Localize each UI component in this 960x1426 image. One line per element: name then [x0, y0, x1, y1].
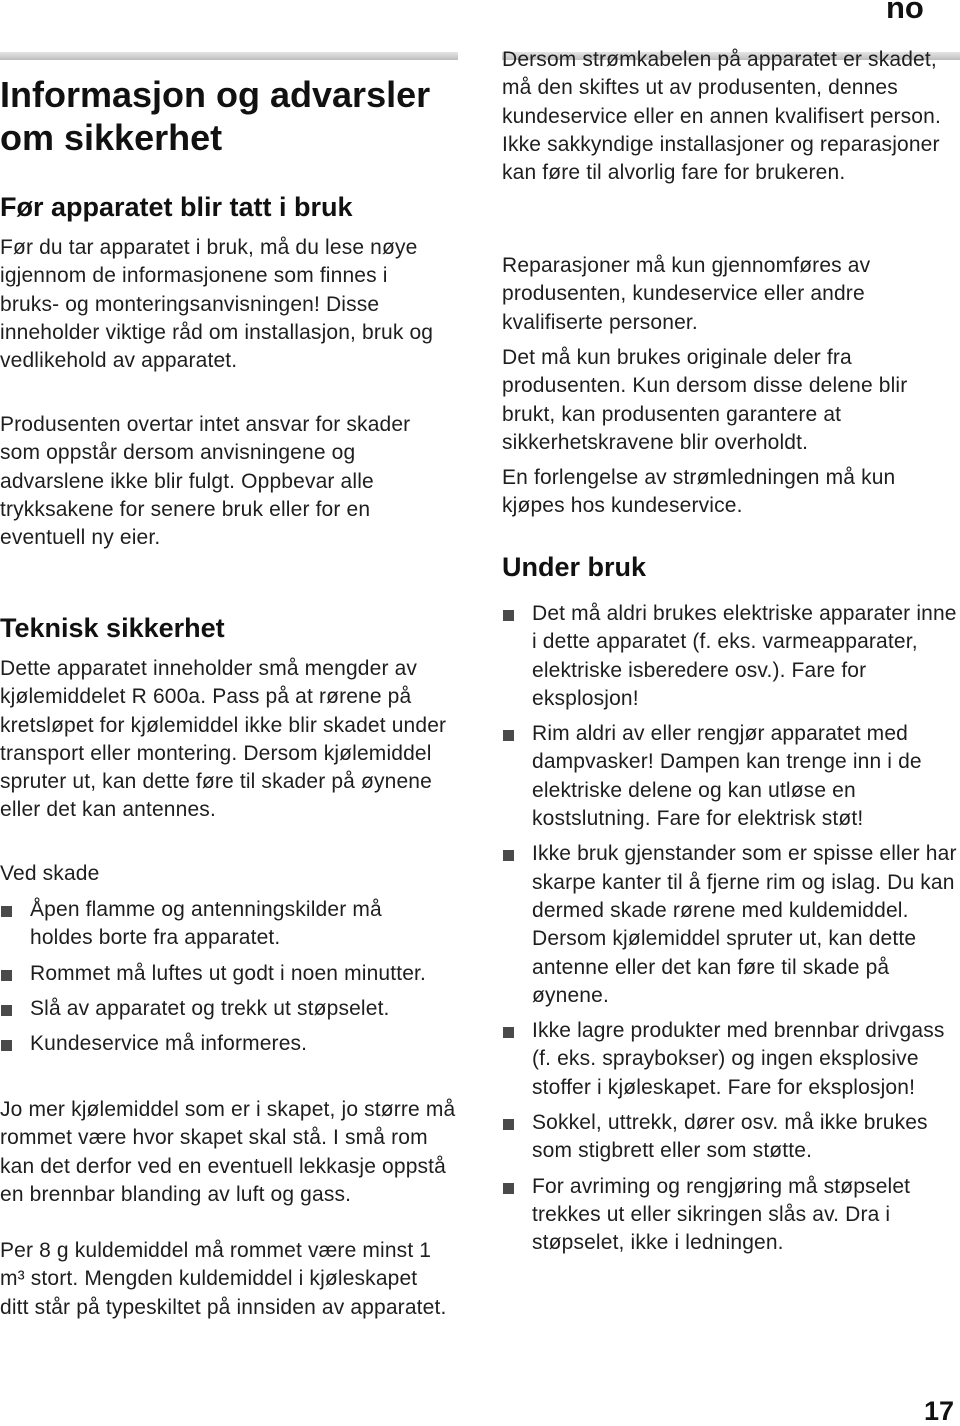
during-use-bullet-list [502, 600, 958, 1258]
list-item: Sokkel, uttrekk, dører osv. må ikke brukes som stigbrett eller som støtte. [502, 1109, 958, 1166]
paragraph-refrigerant-per-volume: Per 8 g kuldemiddel må rommet være minst 1 m³ stort. Mengden kuldemiddel i kjøleskapet ditt står på typeskiltet på innsiden av apparatet. [0, 1239, 447, 1319]
language-tag: no [886, 0, 924, 25]
paragraph-extension-cord: En forlengelse av strømledningen må kun kjøpes hos kundeservice. [502, 466, 896, 518]
bullet-square-icon [1, 1040, 12, 1051]
bullet-square-icon [1, 906, 12, 917]
bullet-square-icon [503, 610, 514, 621]
paragraph-repairs: Reparasjoner må kun gjennomføres av produsenten, kundeservice eller andre kvalifiserte personer. [502, 254, 871, 334]
list-item: For avriming og rengjøring må støpselet trekkes ut eller sikringen slås av. Dra i støpselet, ikke i ledningen. [502, 1173, 958, 1258]
paragraph-room-size: Jo mer kjølemiddel som er i skapet, jo større må rommet være hvor skapet skal stå. I små rom kan det derfor ved en eventuell lekkasje oppstå en brennbar blanding av luft og gass. [0, 1098, 456, 1206]
list-item: Rommet må luftes ut godt i noen minutter. [0, 960, 440, 988]
paragraph-in-case-of-damage: Ved skade [0, 862, 100, 885]
paragraph-manufacturer-liability: Produsenten overtar intet ansvar for skader som oppstår dersom anvisningene og advarslene ikke blir fulgt. Oppbevar alle trykksakene for senere bruk eller for en eventuell ny eier. [0, 413, 411, 550]
list-item: Slå av apparatet og trekk ut støpselet. [0, 995, 440, 1023]
section-heading-technical-safety: Teknisk sikkerhet [0, 613, 225, 643]
list-item: Kundeservice må informeres. [0, 1030, 440, 1058]
list-item: Ikke bruk gjenstander som er spisse eller har skarpe kanter til å fjerne rim og islag. Du kan dermed skade rørene med kuldemiddel. Dersom kjølemiddel spruter ut, kan dette antenne eller det kan føre til skade på øynene. [502, 840, 958, 1010]
page-title: Informasjon og advarsler om sikkerhet [0, 74, 431, 158]
paragraph-read-instructions: Før du tar apparatet i bruk, må du lese nøye igjennom de informasjonene som finnes i bruks- og monteringsanvisningen! Disse inneholder viktige råd om installasjon, bruk og vedlikehold av apparatet. [0, 236, 434, 373]
paragraph-original-parts: Det må kun brukes originale deler fra produsenten. Kun dersom disse delene blir brukt, kan produsenten garantere at sikkerhetskravene blir overholdt. [502, 346, 908, 454]
paragraph-refrigerant-info: Dette apparatet inneholder små mengder av kjølemiddelet R 600a. Pass på at rørene på kretsløpet for kjølemiddel ikke blir skadet under transport eller montering. Dersom kjølemiddel spruter ut, kan dette føre til skader på øynene eller det kan antennes. [0, 657, 447, 822]
list-item: Rim aldri av eller rengjør apparatet med dampvasker! Dampen kan trenge inn i de elektriske delene og kan utløse en kostslutning. Fare for elektrisk støt! [502, 720, 958, 833]
bullet-square-icon [1, 1005, 12, 1016]
damage-bullet-list [0, 896, 440, 1058]
bullet-square-icon [503, 1027, 514, 1038]
paragraph-damaged-cable: Dersom strømkabelen på apparatet er skadet, må den skiftes ut av produsenten, dennes kundeservice eller en annen kvalifisert person. Ikke sakkyndige installasjoner og reparasjoner kan føre til alvorlig fare for brukeren. [502, 48, 941, 185]
bullet-square-icon [503, 850, 514, 861]
section-heading-during-use: Under bruk [502, 552, 647, 582]
bullet-square-icon [503, 1119, 514, 1130]
page-number: 17 [924, 1396, 955, 1426]
list-item: Ikke lagre produkter med brennbar drivgass (f. eks. spraybokser) og ingen eksplosive stoffer i kjøleskapet. Fare for eksplosjon! [502, 1017, 958, 1102]
list-item: Åpen flamme og antenningskilder må holdes borte fra apparatet. [0, 896, 440, 953]
list-item: Det må aldri brukes elektriske apparater inne i dette apparatet (f. eks. varmeapparater, elektriske isberedere osv.). Fare for eksplosjon! [502, 600, 958, 713]
bullet-square-icon [503, 1183, 514, 1194]
bullet-square-icon [503, 730, 514, 741]
header-rule-left [0, 52, 458, 60]
section-heading-before-use: Før apparatet blir tatt i bruk [0, 192, 353, 222]
bullet-square-icon [1, 970, 12, 981]
